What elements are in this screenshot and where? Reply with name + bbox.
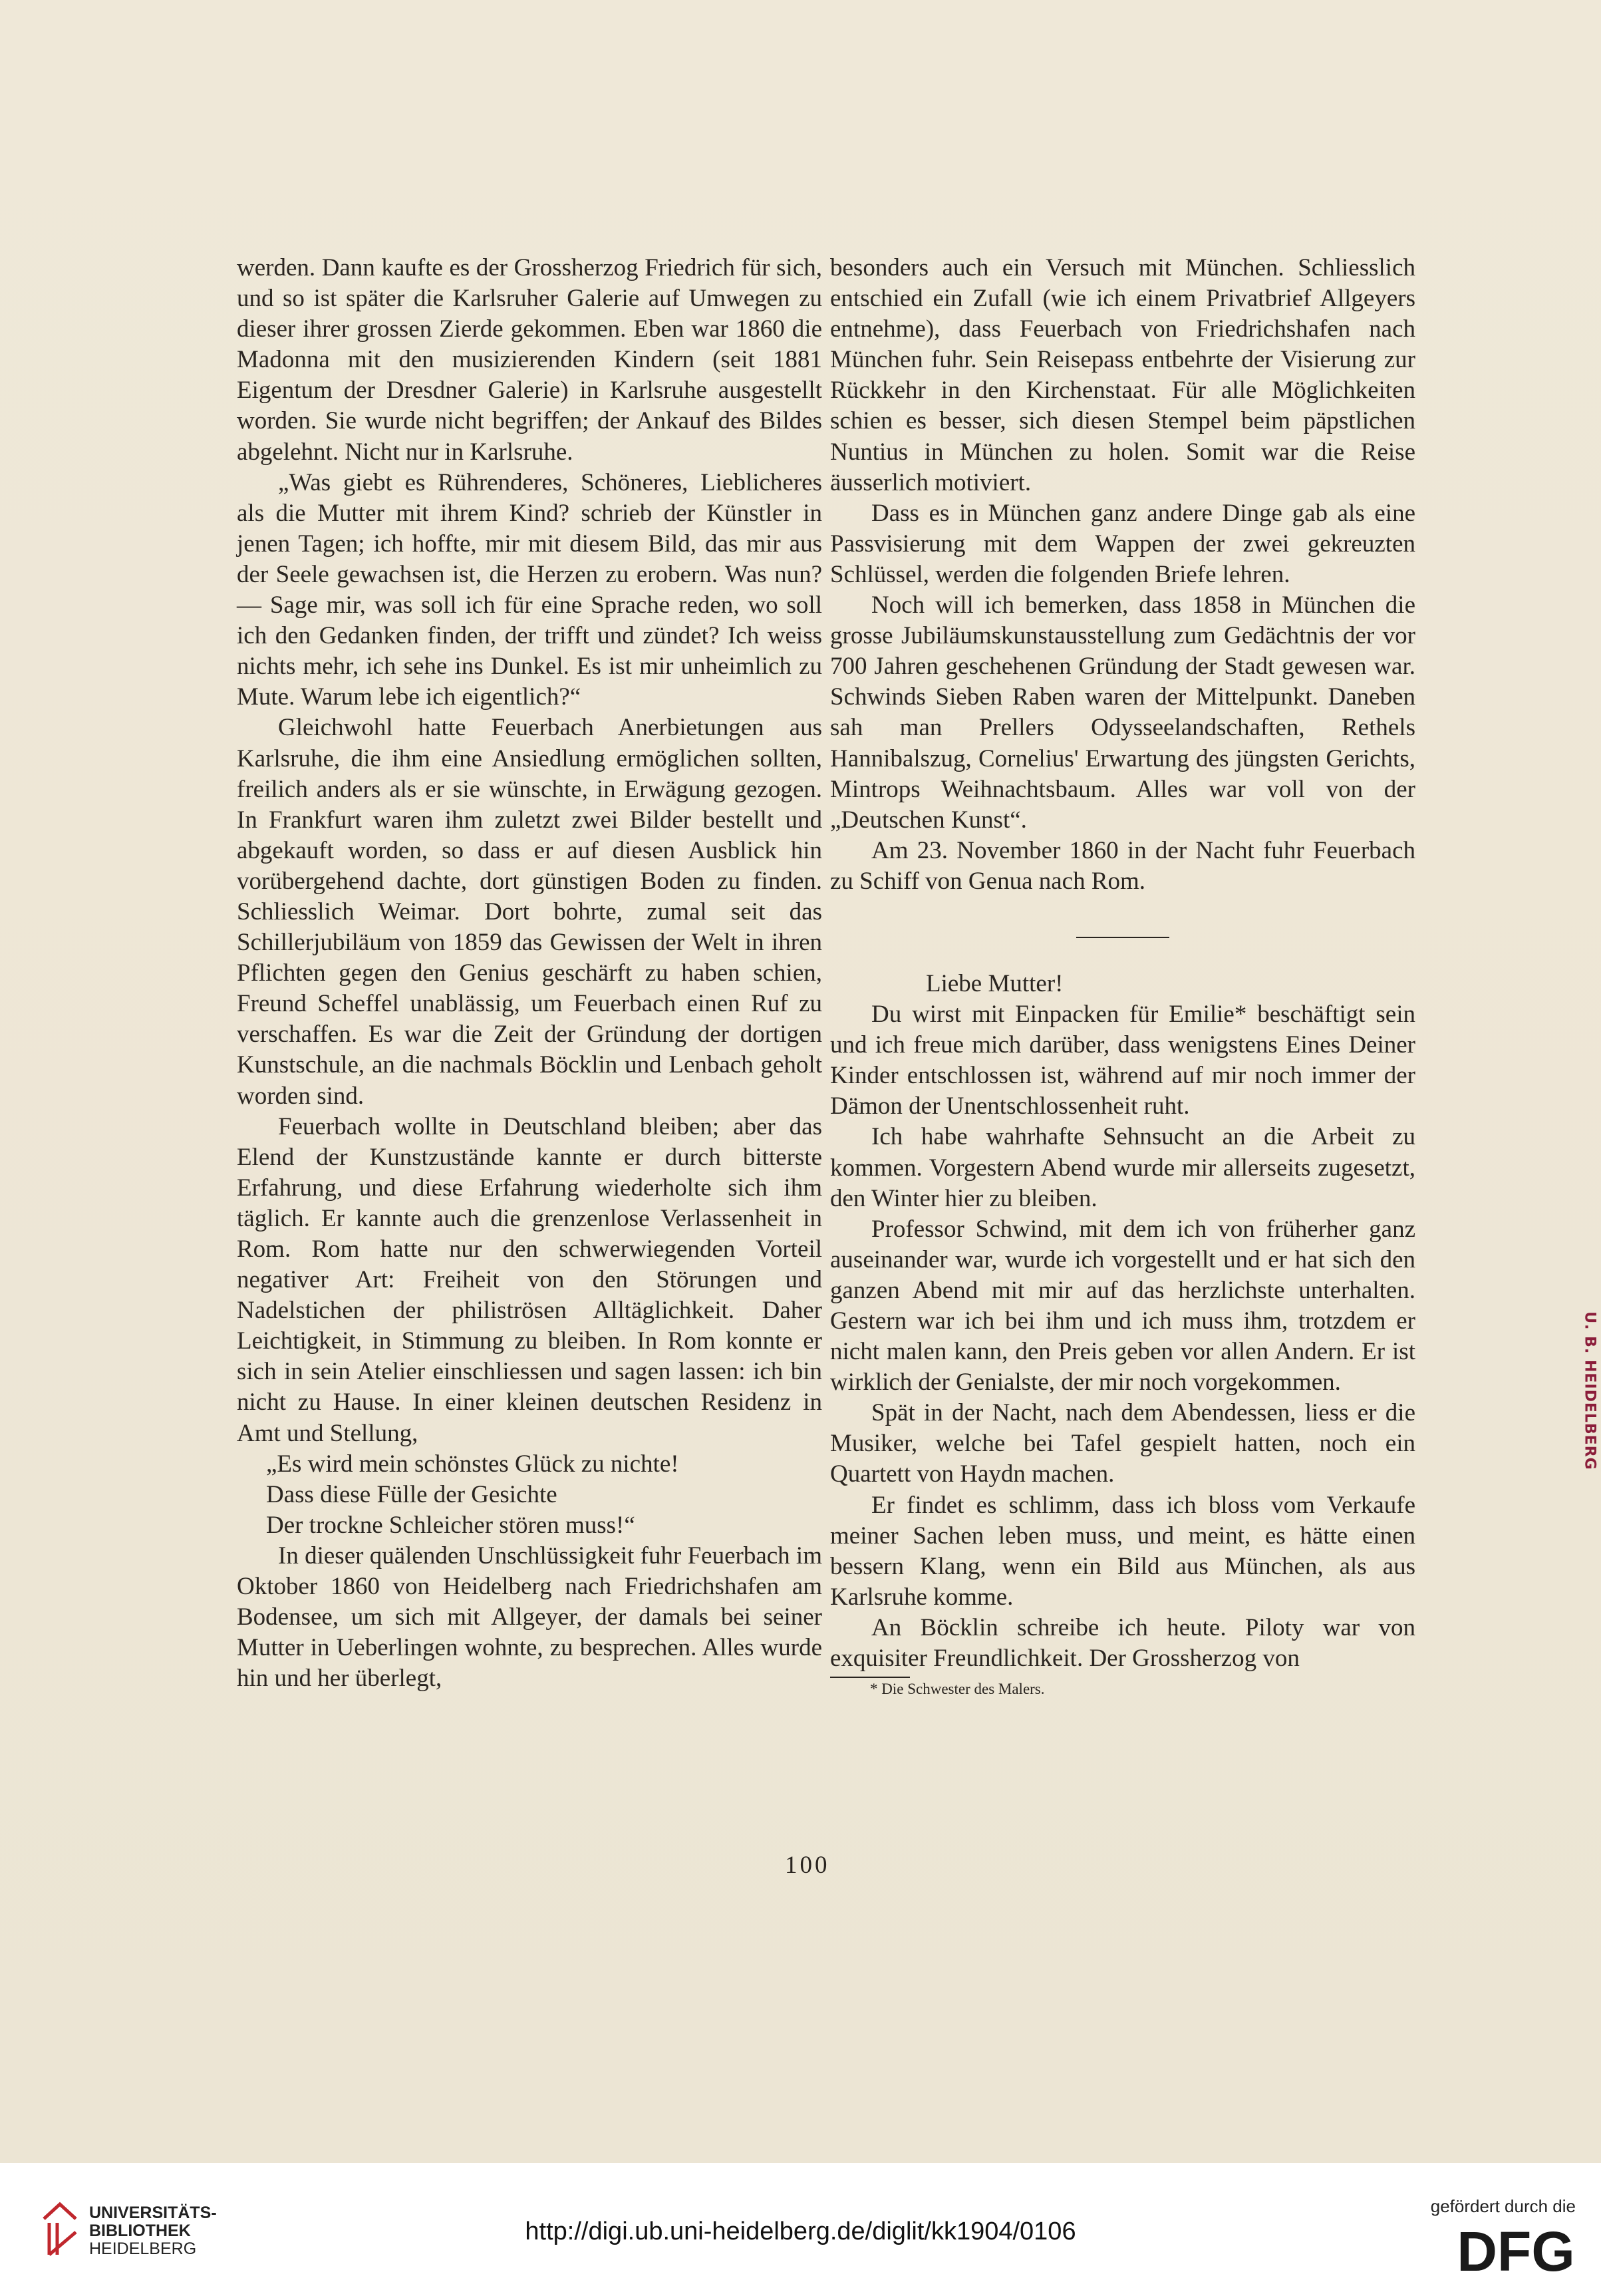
right-paragraph-4: Am 23. November 1860 in der Nacht fuhr Feuerbach zu Schiff von Genua nach Rom. <box>830 836 1415 895</box>
right-paragraph-5: Du wirst mit Einpacken für Emilie* beschäftigt sein und ich freue mich darüber, dass wenigstens Eines Deiner Kinder entschlossen ist, während auf mir noch immer der Dämon der Unentschlossenheit ruht. <box>830 1001 1415 1120</box>
section-divider <box>1076 937 1169 938</box>
library-stamp <box>1578 1291 1601 1490</box>
verse-line-1: „Es wird mein schönstes Glück zu nichte! <box>266 1450 679 1478</box>
funding-label: gefördert durch die <box>1430 2196 1576 2216</box>
right-paragraph-2: Dass es in München ganz andere Dinge gab als eine Passvisierung mit dem Wappen der zwei gekreuzten Schlüssel, werden die folgenden Briefe lehren. <box>830 499 1415 588</box>
library-name-line-1: UNIVERSITÄTS- <box>89 2204 217 2222</box>
verse-line-3: Der trockne Schleicher stören muss!“ <box>266 1511 635 1539</box>
footnote-divider <box>830 1677 910 1678</box>
left-paragraph-3: Gleichwohl hatte Feuerbach Anerbietungen aus Karlsruhe, die ihm eine Ansiedlung ermöglichen sollten, freilich anders als er sie wünschte, in Erwägung gezogen. In Frankfurt waren ihm zuletzt zwei Bilder bestellt und abgekauft worden, so dass er auf diesen Ausblick hin vorübergehend dachte, dort günstigen Boden zu finden. Schliesslich Weimar. Dort bohrte, zumal seit das Schillerjubiläum von 1859 das Gewissen der Welt in ihren Pflichten gegen den Genius geschärft zu haben schien, Freund Scheffel unablässig, um Feuerbach einen Ruf zu verschaffen. Es war die Zeit der Gründung der dortigen Kunstschule, an die nachmals Böcklin und Lenbach geholt worden sind. <box>237 714 822 1110</box>
right-paragraph-7: Professor Schwind, mit dem ich von früherher ganz auseinander war, wurde ich vorgestellt und er hat sich den ganzen Abend mit mir auf das herzlichste unterhalten. Gestern war ich bei ihm und ich muss ihm, trotzdem er nicht malen kann, den Preis geben vor allen Andern. Er ist wirklich der Genialste, der mir noch vorgekommen. <box>830 1215 1415 1396</box>
footnote: * Die Schwester des Malers. <box>870 1680 1045 1697</box>
right-paragraph-9: Er findet es schlimm, dass ich bloss vom Verkaufe meiner Sachen leben muss, und meint, es hätte einen bessern Klang, wenn ein Bild aus München, als aus Karlsruhe komme. <box>830 1491 1415 1611</box>
permalink-url[interactable]: http://digi.ub.uni-heidelberg.de/diglit/kk1904/0106 <box>525 2217 1076 2245</box>
library-name-line-2: BIBLIOTHEK <box>89 2221 191 2240</box>
library-stamp-text: U. B. HEIDELBERG <box>1581 1311 1598 1470</box>
dfg-logo-icon[interactable] <box>1456 2224 1576 2277</box>
right-paragraph-1: besonders auch ein Versuch mit München. Schliesslich entschied ein Zufall (wie ich einem Privatbrief Allgeyers entnehme), dass Feuerbach von Friedrichshafen nach München fuhr. Sein Reisepass entbehrte der Visierung zur Rückkehr in den Kirchenstaat. Für alle Möglichkeiten schien es besser, sich diesen Stempel beim päpstlichen Nuntius in München zu holen. Somit war die Reise äusserlich motiviert. <box>830 254 1415 496</box>
library-name-line-3: HEIDELBERG <box>89 2239 197 2258</box>
right-column <box>830 253 1415 1699</box>
left-paragraph-2: „Was giebt es Rührenderes, Schöneres, Lieblicheres als die Mutter mit ihrem Kind? schrieb der Künstler in jenen Tagen; ich hoffte, mir mit diesem Bild, das mir aus der Seele gewachsen ist, die Herzen zu erobern. Was nun? — Sage mir, was soll ich für eine Sprache reden, wo soll ich den Gedanken finden, der trifft und zündet? Ich weiss nichts mehr, ich sehe ins Dunkel. Es ist mir unheimlich zu Mute. Warum lebe ich eigentlich?“ <box>237 468 822 711</box>
right-paragraph-10: An Böcklin schreibe ich heute. Piloty war von exquisiter Freundlichkeit. Der Grossherzog von <box>830 1613 1415 1673</box>
letter-salutation: Liebe Mutter! <box>926 969 1064 997</box>
left-paragraph-1: werden. Dann kaufte es der Grossherzog Friedrich für sich, und so ist später die Karlsruher Galerie auf Umwegen zu dieser ihrer grossen Zierde gekommen. Eben war 1860 die Madonna mit den musizierenden Kindern (seit 1881 Eigentum der Dresdner Galerie) in Karlsruhe ausgestellt worden. Sie wurde nicht begriffen; der Ankauf des Bildes abgelehnt. Nicht nur in Karlsruhe. <box>237 254 822 466</box>
dfg-logo-text: DFG <box>1457 2224 1575 2277</box>
verse-line-2: Dass diese Fülle der Gesichte <box>266 1480 557 1508</box>
footer-bar <box>0 2163 1601 2296</box>
right-paragraph-3: Noch will ich bemerken, dass 1858 in München die grosse Jubiläumskunstausstellung zum Gedächtnis der vor 700 Jahren geschehenen Gründung der Stadt gewesen war. Schwinds Sieben Raben waren der Mittelpunkt. Daneben sah man Prellers Odysseelandschaften, Rethels Hannibalszug, Cornelius' Erwartung des jüngsten Gerichts, Mintrops Weihnachtsbaum. Alles war voll von der „Deutschen Kunst“. <box>830 591 1415 834</box>
left-paragraph-4: Feuerbach wollte in Deutschland bleiben; aber das Elend der Kunstzustände kannte er durch bitterste Erfahrung, und diese Erfahrung wiederholte sich ihm täglich. Er kannte auch die grenzenlose Verlassenheit in Rom. Rom hatte nur den schwerwiegenden Vorteil negativer Art: Freiheit von den Störungen und Nadelstichen der philiströsen Alltäglichkeit. Daher Leichtigkeit, in Stimmung zu bleiben. In Rom konnte er sich in sein Atelier einschliessen und sagen lassen: ich bin nicht zu Hause. In einer kleinen deutschen Residenz in Amt und Stellung, <box>237 1112 822 1447</box>
right-paragraph-8: Spät in der Nacht, nach dem Abendessen, liess er die Musiker, welche bei Tafel gespielt hatten, noch ein Quartett von Haydn machen. <box>830 1399 1415 1488</box>
page-number: 100 <box>785 1852 830 1879</box>
left-paragraph-5: In dieser quälenden Unschlüssigkeit fuhr Feuerbach im Oktober 1860 von Heidelberg nach Friedrichshafen am Bodensee, um sich mit Allgeyer, der damals bei seiner Mutter in Ueberlingen wohnte, zu besprechen. Alles wurde hin und her überlegt, <box>237 1542 822 1693</box>
right-paragraph-6: Ich habe wahrhafte Sehnsucht an die Arbeit zu kommen. Vorgestern Abend wurde mir allerseits zugesetzt, den Winter hier zu bleiben. <box>830 1123 1415 1212</box>
left-column <box>237 253 822 1694</box>
